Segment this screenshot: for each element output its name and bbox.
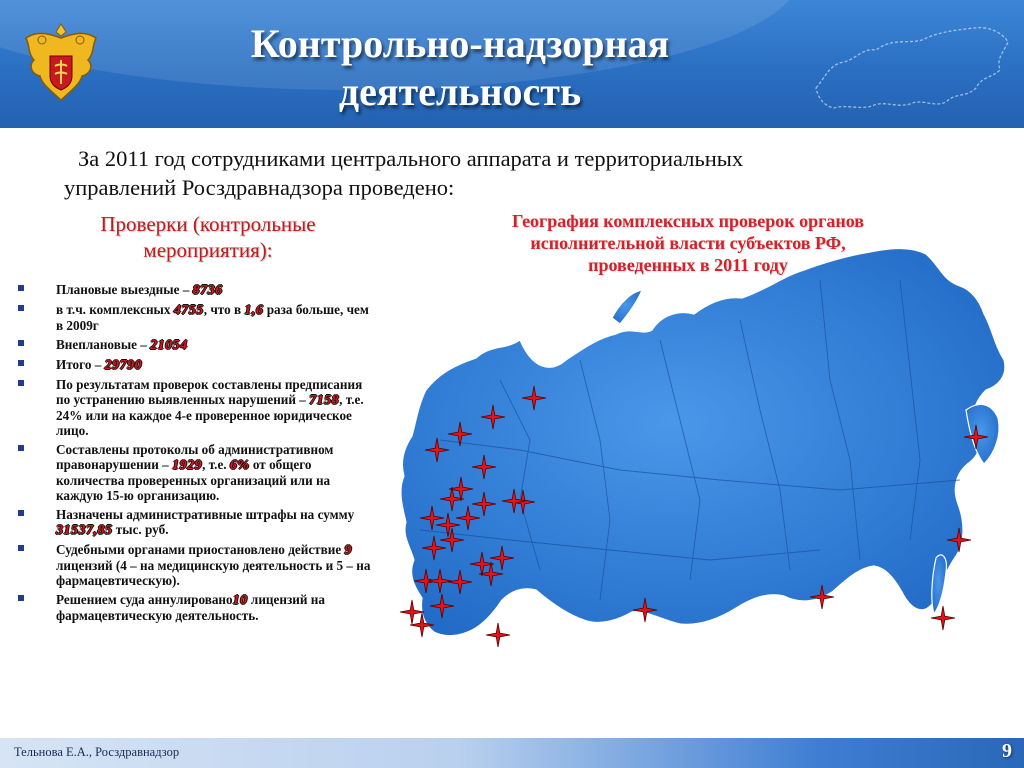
highlight-number: 4755 xyxy=(173,303,204,318)
bullet-square-icon xyxy=(18,305,24,311)
item-text: Назначены административные штрафы на сумму xyxy=(56,507,355,522)
inspections-heading xyxy=(40,211,376,263)
item-text: , что в xyxy=(203,302,245,317)
bullet-square-icon xyxy=(18,380,24,386)
title-banner xyxy=(0,0,1024,128)
item-text: Решением суда аннулировано xyxy=(56,592,233,607)
list-item xyxy=(18,442,378,503)
bullet-square-icon xyxy=(18,340,24,346)
item-text: Итого – xyxy=(56,357,105,372)
list-item xyxy=(18,357,378,373)
title-line-2: деятельность xyxy=(338,69,582,114)
highlight-number: 7158 xyxy=(309,393,340,408)
bullet-square-icon xyxy=(18,595,24,601)
page-title xyxy=(120,20,800,116)
highlight-number: 9 xyxy=(344,543,353,558)
item-text: Плановые выездные – xyxy=(56,282,193,297)
item-text: тыс. руб. xyxy=(112,522,169,537)
item-text: в т.ч. комплексных xyxy=(56,302,174,317)
item-text: лицензий на фармацевтическую деятельность. xyxy=(56,592,325,623)
list-item xyxy=(18,592,378,623)
item-text: По результатам проверок составлены предписания по устранению выявленных нарушений – xyxy=(56,377,363,407)
item-text: лицензий (4 – на медицинскую деятельность и 5 – на фармацевтическую). xyxy=(56,558,371,588)
item-text: Составлены протоколы об административном правонарушении – xyxy=(56,442,334,472)
highlight-number: 8736 xyxy=(192,283,223,298)
bullet-square-icon xyxy=(18,510,24,516)
highlight-number: 21054 xyxy=(150,338,188,353)
highlight-number: 29790 xyxy=(104,358,143,373)
item-text: , т.е. 24% или на каждое 4-е проверенное юридическое лицо. xyxy=(56,392,364,438)
intro-text xyxy=(64,144,944,202)
map-heading-line-2: исполнительной власти субъектов РФ, xyxy=(530,233,846,253)
footer-bar xyxy=(0,738,1024,768)
item-text: Внеплановые – xyxy=(56,337,151,352)
list-item xyxy=(18,302,378,333)
bullet-square-icon xyxy=(18,360,24,366)
map-heading-line-1: География комплексных проверок органов xyxy=(511,211,865,231)
list-item xyxy=(18,507,378,538)
bullet-square-icon xyxy=(18,285,24,291)
page-number: 9 xyxy=(1002,740,1012,762)
item-text: раза больше, чем в 2009г xyxy=(56,302,369,333)
list-item xyxy=(18,282,378,298)
intro-line-2: управлений Росздравнадзора проведено: xyxy=(64,175,455,200)
russia-outline-decoration xyxy=(806,18,1016,116)
highlight-number: 1929 xyxy=(172,458,203,473)
footer-author: Тельнова Е.А., Росздравнадзор xyxy=(14,745,180,759)
list-item xyxy=(18,377,378,438)
russia-inspections-map xyxy=(380,240,1024,680)
title-line-1: Контрольно-надзорная xyxy=(250,21,670,66)
novaya-zemlya-island xyxy=(612,290,642,324)
item-text: , т.е. xyxy=(202,457,230,472)
highlight-number: 6% xyxy=(229,458,250,473)
item-text: Судебными органами приостановлено действие xyxy=(56,542,345,557)
bullet-square-icon xyxy=(18,545,24,551)
intro-line-1: За 2011 год сотрудниками центрального аппарата и территориальных xyxy=(78,146,744,171)
inspection-star-icon xyxy=(486,623,510,647)
coat-of-arms-emblem xyxy=(20,20,102,106)
highlight-number: 31537,85 xyxy=(56,523,113,538)
inspections-heading-line-2: мероприятия): xyxy=(143,238,273,262)
list-item xyxy=(18,542,378,588)
item-text: от общего количества проверенных организаций или на каждую 15-ю организацию. xyxy=(56,457,331,503)
inspection-results-list xyxy=(18,282,378,627)
list-item xyxy=(18,337,378,353)
highlight-number: 1,6 xyxy=(244,303,264,318)
inspections-heading-line-1: Проверки (контрольные xyxy=(100,212,316,236)
bullet-square-icon xyxy=(18,445,24,451)
map-heading-line-3: проведенных в 2011 году xyxy=(588,255,788,275)
highlight-number: 10 xyxy=(232,593,248,608)
